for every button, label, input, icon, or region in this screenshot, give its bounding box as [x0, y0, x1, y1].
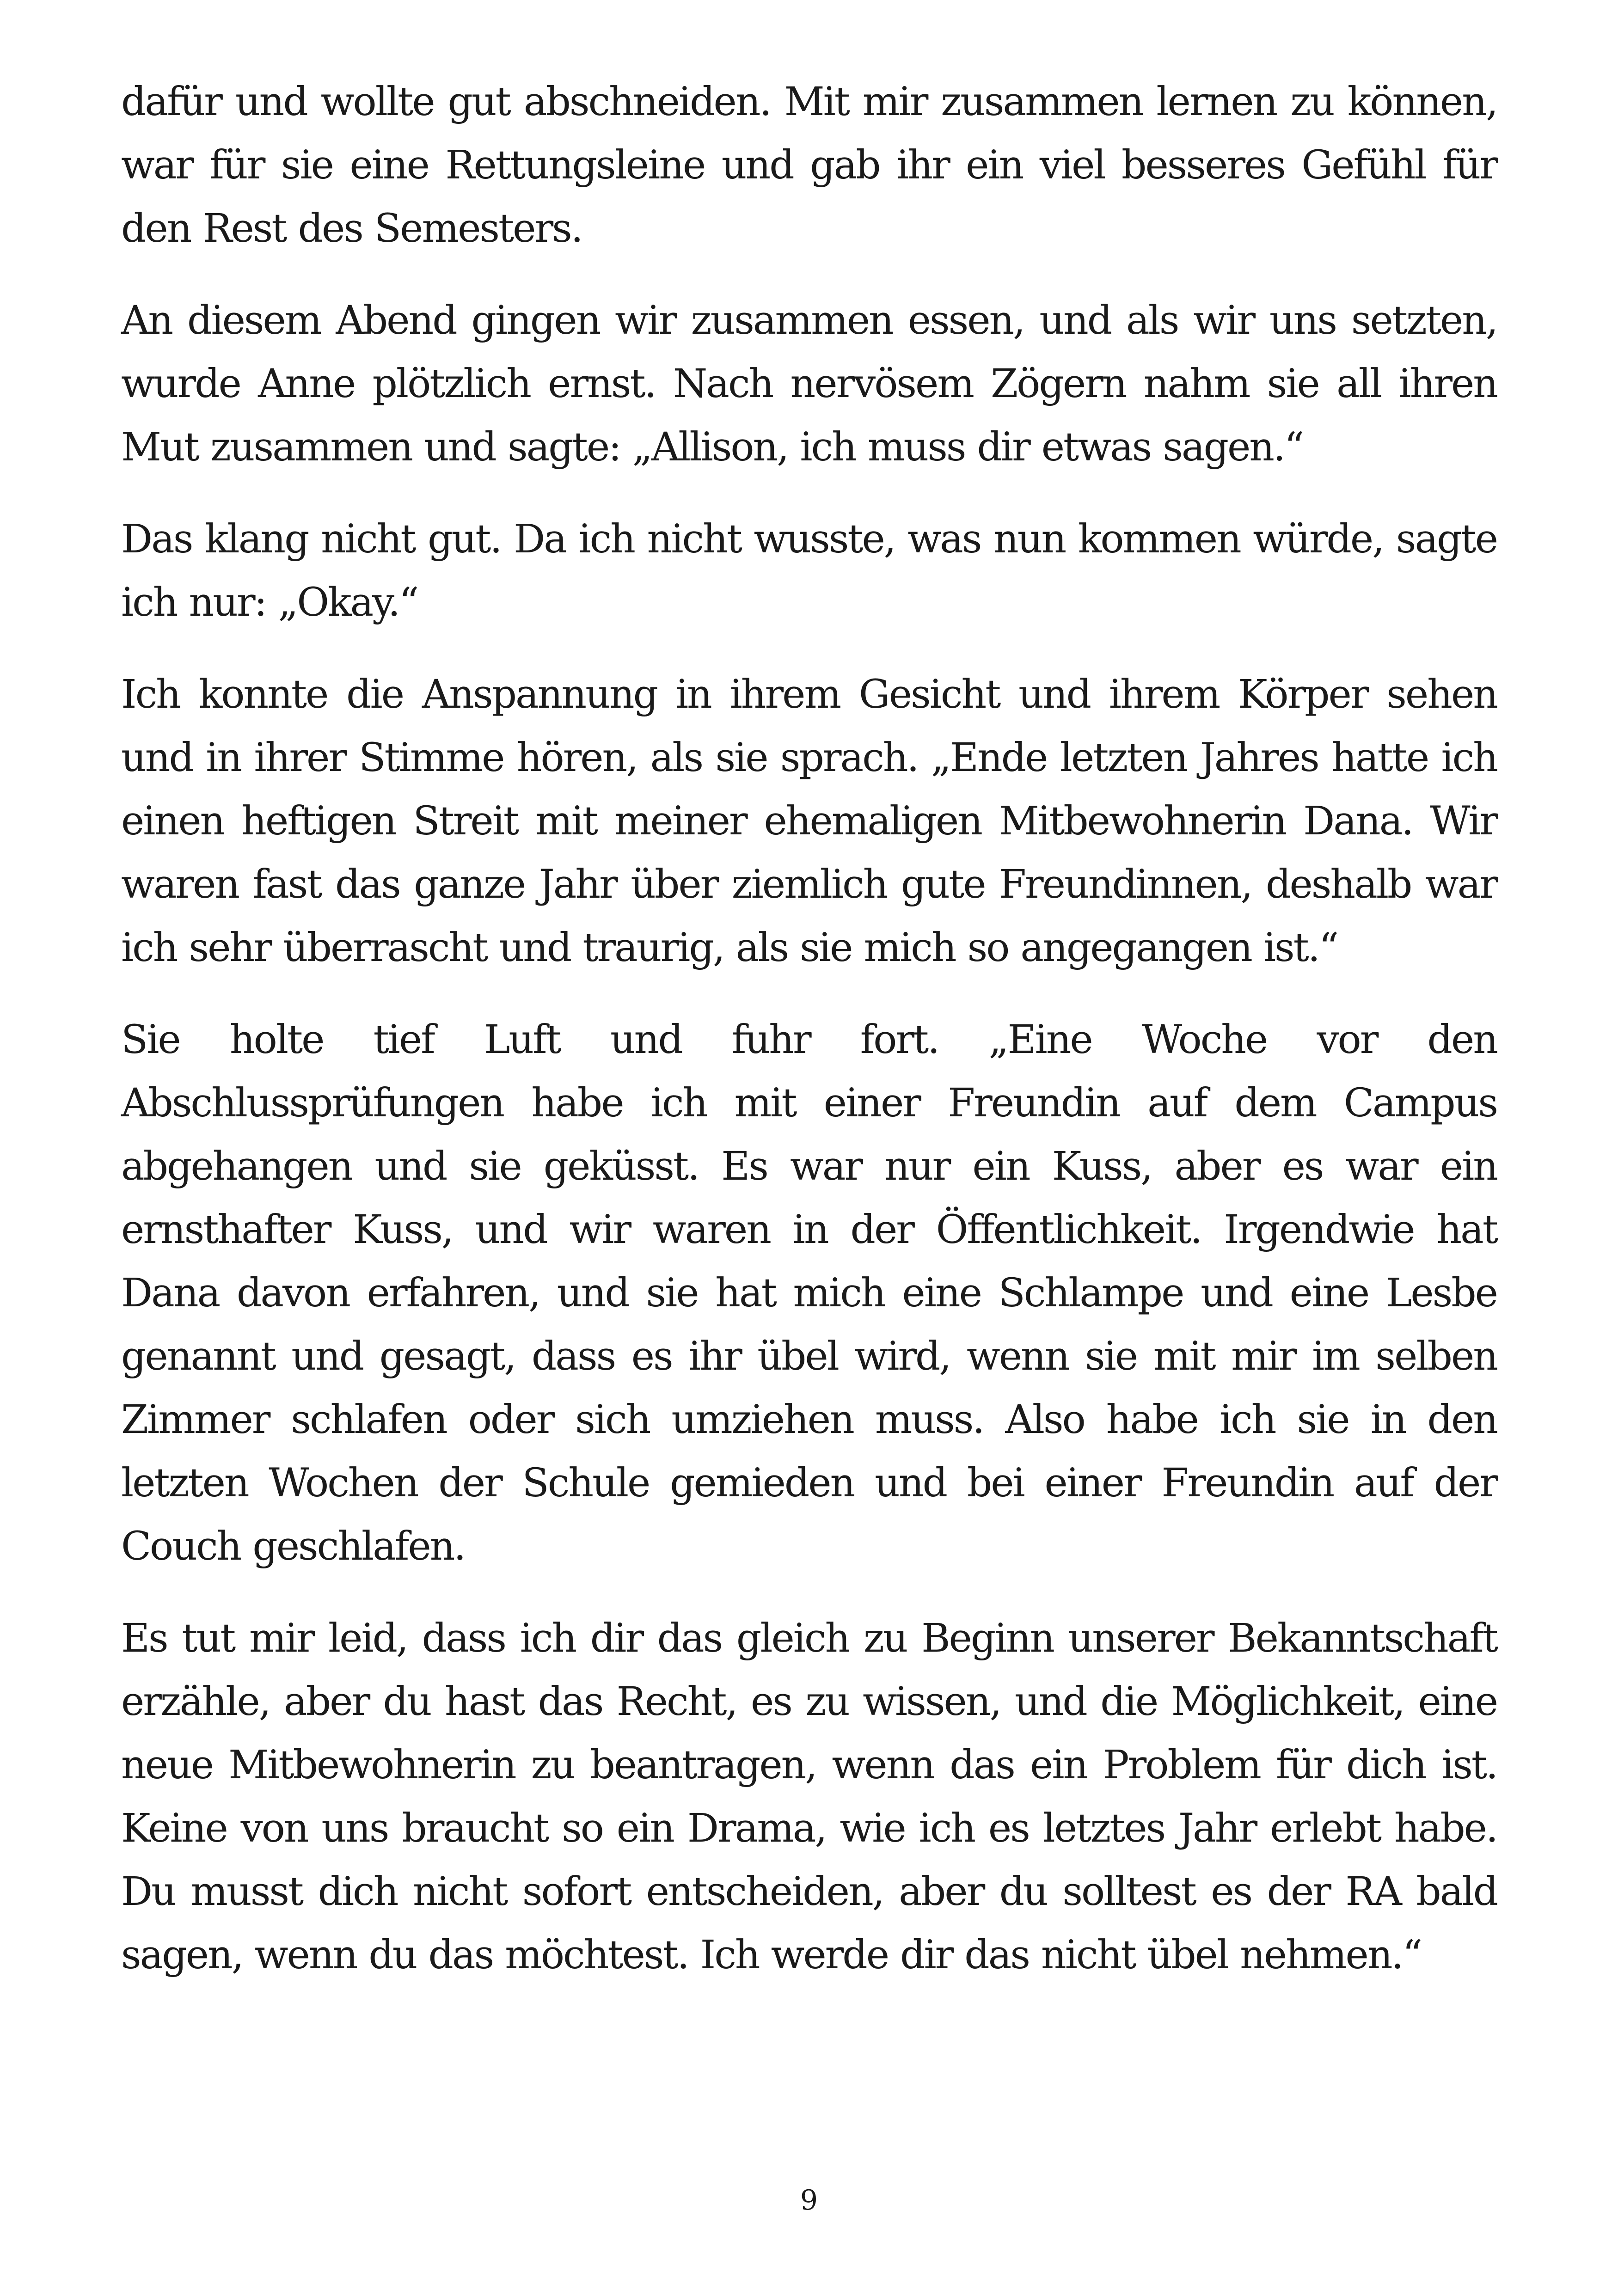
paragraph: Es tut mir leid, dass ich dir das gleich zu Beginn unserer Bekanntschaft erzähle, aber du hast das Recht, es zu wissen, und die Möglichkeit, eine neue Mitbewohnerin zu beantragen, wenn das ein Problem für dich ist. Keine von uns braucht so ein Drama, wie ich es letztes Jahr erlebt habe. Du musst dich nicht sofort entscheiden, aber du solltest es der RA bald sagen, wenn du das möchtest. Ich werde dir das nicht übel nehmen.“ — [121, 1616, 1497, 1978]
page-number: 9 — [800, 2184, 818, 2216]
paragraph: Das klang nicht gut. Da ich nicht wusste, was nun kommen würde, sagte ich nur: „Okay.“ — [121, 516, 1497, 625]
paragraph: Sie holte tief Luft und fuhr fort. „Eine Woche vor den Abschlussprüfungen habe ich mit einer Freundin auf dem Campus abgehangen und sie geküsst. Es war nur ein Kuss, aber es war ein ernsthafter Kuss, und wir waren in der Öffentlichkeit. Irgendwie hat Dana davon erfahren, und sie hat mich eine Schlampe und eine Lesbe genannt und gesagt, dass es ihr übel wird, wenn sie mit mir im selben Zimmer schlafen oder sich umziehen muss. Also habe ich sie in den letzten Wochen der Schule gemieden und bei einer Freundin auf der Couch geschlafen. — [121, 1017, 1497, 1569]
paragraph: Ich konnte die Anspannung in ihrem Gesicht und ihrem Körper sehen und in ihrer Stimme hören, als sie sprach. „Ende letzten Jahres hatte ich einen heftigen Streit mit meiner ehemaligen Mitbewohnerin Dana. Wir waren fast das ganze Jahr über ziemlich gute Freundinnen, deshalb war ich sehr überrascht und traurig, als sie mich so angegangen ist.“ — [121, 672, 1497, 971]
paragraph: An diesem Abend gingen wir zusammen essen, und als wir uns setzten, wurde Anne plötzlich ernst. Nach nervösem Zögern nahm sie all ihren Mut zusammen und sagte: „Allison, ich muss dir etwas sagen.“ — [121, 298, 1497, 470]
page-body — [121, 70, 1497, 2015]
paragraph: dafür und wollte gut abschneiden. Mit mir zusammen lernen zu können, war für sie eine Rettungsleine und gab ihr ein viel besseres Gefühl für den Rest des Semesters. — [121, 79, 1497, 251]
